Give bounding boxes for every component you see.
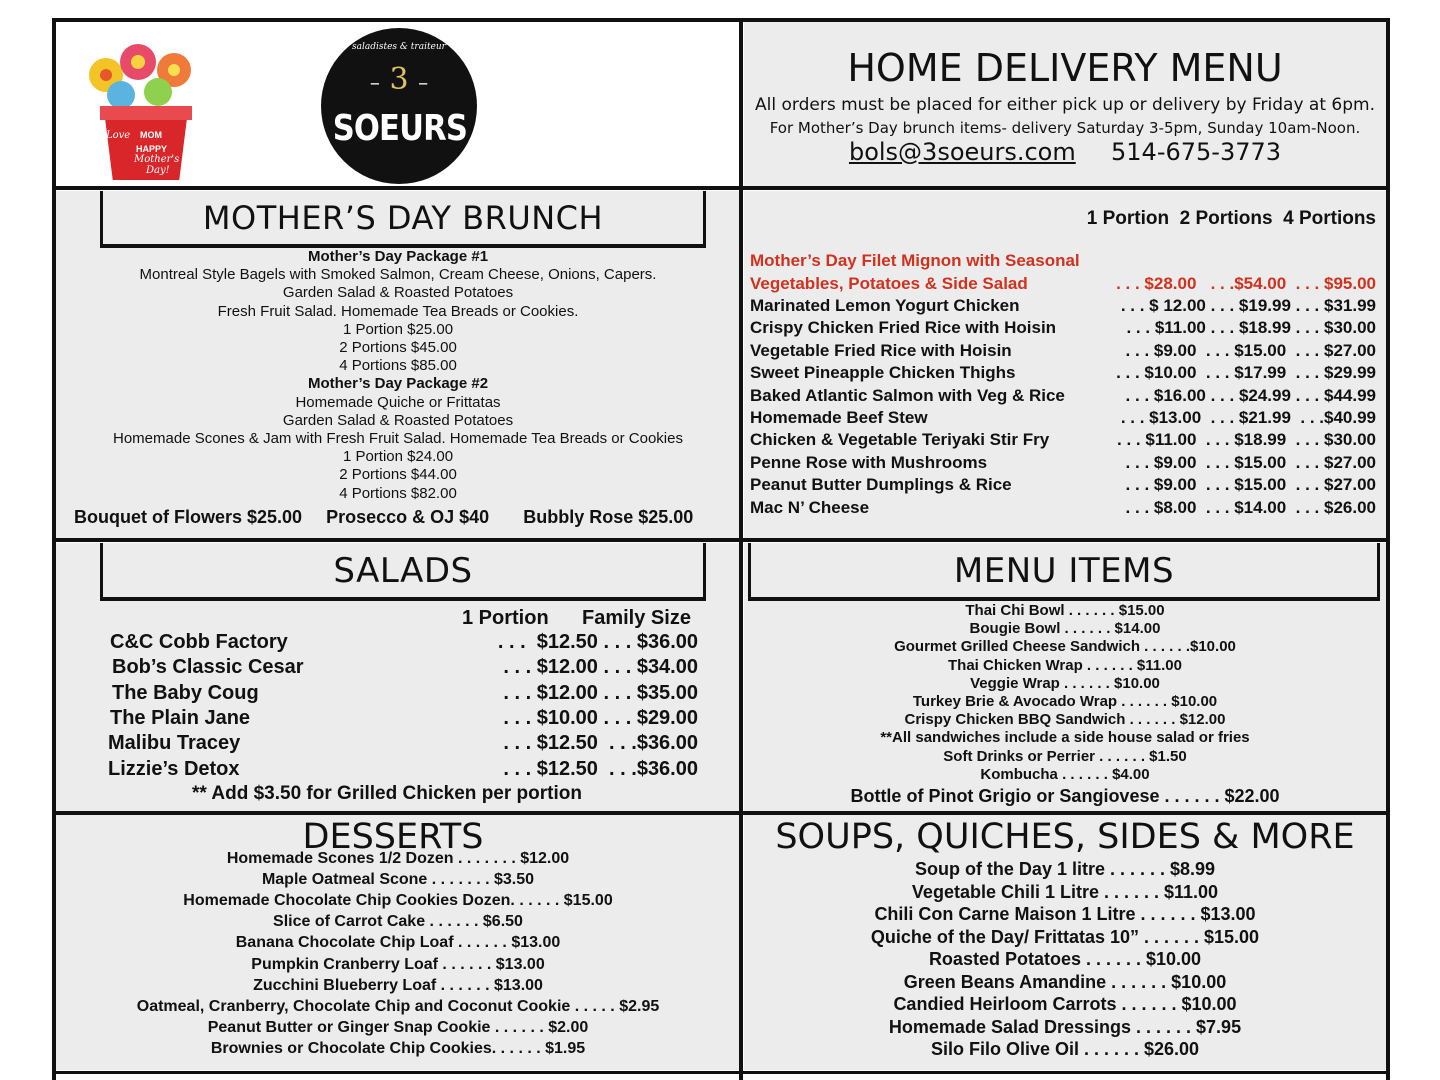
brunch-line: 2 Portions $44.00 — [339, 466, 457, 484]
salad-row — [56, 758, 740, 783]
brunch-cell — [56, 191, 740, 539]
dessert-line: Maple Oatmeal Scone . . . . . . . $3.50 — [261, 871, 535, 889]
main-dish-name: Chicken & Vegetable Teriyaki Stir Fry — [750, 430, 1050, 450]
menu-items-cell — [744, 543, 1386, 811]
main-dish-row — [744, 296, 1386, 318]
menu-item-line: Bougie Bowl . . . . . . $14.00 — [969, 620, 1161, 638]
dessert-line: Peanut Butter or Ginger Snap Cookie . . . . . . $2.00 — [207, 1018, 589, 1036]
main-dish-prices: . . . $11.00 . . . $18.99 . . . $30.00 — [1126, 318, 1376, 338]
salad-row — [56, 631, 740, 656]
logo-number-3: 3 — [389, 62, 409, 97]
feature-line-2: Vegetables, Potatoes & Side Salad — [750, 274, 1028, 293]
main-dish-name: Peanut Butter Dumplings & Rice — [750, 475, 1012, 495]
soup-side-line: Roasted Potatoes . . . . . . $10.00 — [928, 949, 1202, 969]
divider-row-3 — [52, 811, 1390, 815]
logo-cell — [56, 22, 740, 187]
main-dish-prices: . . . $9.00 . . . $15.00 . . . $27.00 — [1125, 340, 1376, 360]
soup-side-line: Homemade Salad Dressings . . . . . . $7.95 — [888, 1016, 1242, 1037]
brunch-line: 4 Portions $85.00 — [339, 357, 457, 375]
brunch-line: Montreal Style Bagels with Smoked Salmon, Cream Cheese, Onions, Capers. — [139, 266, 657, 284]
main-dish-name: Baked Atlantic Salmon with Veg & Rice — [750, 385, 1065, 405]
main-dish-name: Marinated Lemon Yogurt Chicken — [750, 296, 1020, 315]
divider-row-1 — [52, 186, 1390, 190]
salads-cell — [56, 543, 740, 811]
soup-side-line: Quiche of the Day/ Frittatas 10” . . . . . . $15.00 — [870, 926, 1260, 947]
graphic-text-day: Day! — [146, 165, 170, 176]
main-dish-row — [744, 453, 1386, 475]
header-4-portions: 4 Portions — [1283, 208, 1376, 229]
brunch-extras — [74, 507, 693, 528]
bubbly-rose-item: Bubbly Rose $25.00 — [523, 507, 694, 527]
salads-title: SALADS — [100, 543, 706, 601]
salad-name: Lizzie’s Detox — [108, 757, 240, 780]
page-title: HOME DELIVERY MENU — [847, 46, 1283, 90]
main-dish-row — [744, 475, 1386, 497]
main-dish-row — [744, 408, 1386, 430]
desserts-title: DESSERTS — [302, 817, 484, 857]
main-dish-row — [744, 363, 1386, 385]
grilled-chicken-note: ** Add $3.50 for Grilled Chicken per portion — [192, 783, 582, 804]
menu-item-line: Veggie Wrap . . . . . . $10.00 — [970, 674, 1160, 692]
brunch-line: Garden Salad & Roasted Potatoes — [282, 284, 514, 302]
salad-header-family: Family Size — [582, 607, 691, 629]
main-dish-name: Sweet Pineapple Chicken Thighs — [750, 363, 1016, 383]
salad-prices: . . . $12.50 . . . $36.00 — [497, 631, 698, 653]
soup-side-line: Candied Heirloom Carrots . . . . . . $10.00 — [893, 994, 1237, 1014]
wine-bottle-item: Bottle of Pinot Grigio or Sangiovese . . . . . . $22.00 — [850, 786, 1280, 806]
brunch-delivery-text: For Mother’s Day brunch items- delivery Saturday 3-5pm, Sunday 10am-Noon. — [769, 119, 1361, 137]
soup-side-line: Silo Filo Olive Oil . . . . . . $26.00 — [930, 1039, 1200, 1059]
menu-item-line: Turkey Brie & Avocado Wrap . . . . . . $10.00 — [912, 693, 1218, 710]
main-dish-prices: . . . $9.00 . . . $15.00 . . . $27.00 — [1125, 452, 1376, 472]
dessert-line: Pumpkin Cranberry Loaf . . . . . . $13.00 — [251, 955, 545, 973]
phone-number: 514-675-3773 — [1111, 138, 1282, 166]
graphic-text-mothers: Mother's — [134, 154, 180, 165]
header-2-portions: 2 Portions — [1179, 208, 1273, 229]
main-dish-prices: . . . $13.00 . . . $21.99 . . .$40.99 — [1120, 408, 1376, 427]
portion-headers — [1087, 208, 1376, 230]
salad-prices: . . . $12.00 . . . $35.00 — [503, 681, 698, 704]
main-dish-prices: . . . $16.00 . . . $24.99 . . . $44.99 — [1125, 385, 1376, 405]
divider-row-2 — [52, 538, 1390, 542]
main-dish-prices: . . . $11.00 . . . $18.99 . . . $30.00 — [1117, 430, 1376, 450]
brunch-package-heading: Mother’s Day Package #2 — [307, 375, 489, 393]
dessert-line: Banana Chocolate Chip Loaf . . . . . . $13.00 — [235, 934, 561, 952]
menu-item-line: Gourmet Grilled Cheese Sandwich . . . . . .$10.00 — [894, 638, 1236, 656]
mains-cell — [744, 191, 1386, 539]
menu-item-line: Thai Chicken Wrap . . . . . . $11.00 — [948, 656, 1182, 674]
main-dish-prices: . . . $ 12.00 . . . $19.99 . . . $31.99 — [1120, 296, 1376, 315]
dessert-line: Homemade Chocolate Chip Cookies Dozen. . . . . . $15.00 — [183, 892, 613, 910]
salad-header-1-portion: 1 Portion — [462, 607, 549, 629]
header-1-portion: 1 Portion — [1086, 208, 1170, 229]
brunch-line: 1 Portion $24.00 — [342, 448, 454, 466]
main-dish-row — [744, 430, 1386, 452]
menu-item-line: Soft Drinks or Perrier . . . . . . $1.50 — [943, 747, 1187, 765]
soups-title: SOUPS, QUICHES, SIDES & MORE — [775, 817, 1355, 857]
dessert-line: Homemade Scones 1/2 Dozen . . . . . . . $12.00 — [226, 850, 570, 867]
salad-row — [56, 732, 740, 757]
order-deadline-text: All orders must be placed for either pick up or delivery by Friday at 6pm. — [755, 95, 1375, 115]
main-dish-name: Mac N’ Cheese — [750, 497, 870, 517]
main-dish-prices: . . . $10.00 . . . $17.99 . . . $29.99 — [1116, 363, 1376, 383]
salad-prices: . . . $10.00 . . . $29.00 — [503, 706, 698, 729]
brunch-line: Garden Salad & Roasted Potatoes — [282, 411, 514, 429]
logo-name: SOEURS — [332, 108, 468, 149]
salad-prices: . . . $12.00 . . . $34.00 — [503, 656, 698, 679]
graphic-text-happy: HAPPY — [136, 144, 168, 154]
main-dish-row — [744, 386, 1386, 408]
brunch-line: 4 Portions $82.00 — [339, 484, 457, 502]
logo-dash-right: – — [418, 70, 429, 94]
brunch-title: MOTHER’S DAY BRUNCH — [100, 191, 706, 248]
dessert-line: Zucchini Blueberry Loaf . . . . . . $13.00 — [253, 976, 543, 994]
logo-number — [321, 62, 477, 97]
brunch-line: 2 Portions $45.00 — [339, 339, 457, 356]
brunch-line: Homemade Scones & Jam with Fresh Fruit Salad. Homemade Tea Breads or Cookies — [113, 430, 683, 447]
main-dish-name: Homemade Beef Stew — [750, 408, 928, 427]
menu-item-line: Kombucha . . . . . . $4.00 — [980, 765, 1150, 783]
dessert-line: Slice of Carrot Cake . . . . . . $6.50 — [273, 913, 523, 931]
feature-line-1: Mother’s Day Filet Mignon with Seasonal — [750, 251, 1080, 270]
brunch-line: 1 Portion $25.00 — [342, 320, 454, 338]
dessert-line: Brownies or Chocolate Chip Cookies. . . . . . $1.95 — [210, 1039, 586, 1057]
salad-name: The Plain Jane — [110, 706, 251, 729]
main-dish-row — [744, 318, 1386, 340]
main-dish-name: Crispy Chicken Fried Rice with Hoisin — [750, 318, 1057, 338]
soup-side-line: Vegetable Chili 1 Litre . . . . . . $11.00 — [911, 881, 1219, 902]
main-dish-name: Vegetable Fried Rice with Hoisin — [750, 340, 1012, 360]
main-dish-prices: . . . $9.00 . . . $15.00 . . . $27.00 — [1125, 475, 1376, 495]
graphic-text-love: Love — [106, 130, 131, 141]
main-dish-row — [744, 498, 1386, 520]
divider-row-4 — [52, 1071, 1390, 1074]
brand-logo — [321, 28, 477, 184]
soup-side-line: Soup of the Day 1 litre . . . . . . $8.99 — [914, 859, 1216, 879]
salad-row — [56, 656, 740, 681]
bouquet-flowers-item: Bouquet of Flowers $25.00 — [74, 507, 303, 527]
feature-prices: . . . $28.00 . . .$54.00 . . . $95.00 — [1116, 274, 1376, 293]
main-dish-prices: . . . $8.00 . . . $14.00 . . . $26.00 — [1125, 497, 1376, 517]
header-cell — [744, 22, 1386, 187]
contact-line — [744, 138, 1386, 166]
salad-name: C&C Cobb Factory — [110, 631, 288, 653]
center-divider — [739, 18, 743, 1080]
menu-item-line: **All sandwiches include a side house salad or fries — [880, 729, 1250, 747]
dessert-line: Oatmeal, Cranberry, Chocolate Chip and Coconut Cookie . . . . . $2.95 — [136, 997, 660, 1015]
desserts-cell — [56, 815, 740, 1070]
mothers-day-graphic — [76, 40, 216, 180]
email-link[interactable]: bols@3soeurs.com — [848, 138, 1076, 166]
soup-side-line: Chili Con Carne Maison 1 Litre . . . . . . $13.00 — [874, 904, 1256, 924]
main-dish-name: Penne Rose with Mushrooms — [750, 452, 988, 472]
brunch-package-heading: Mother’s Day Package #1 — [307, 248, 489, 265]
salad-row — [56, 682, 740, 707]
prosecco-oj-item: Prosecco & OJ $40 — [326, 507, 490, 527]
brunch-line: Homemade Quiche or Frittatas — [295, 393, 501, 411]
menu-item-line: Crispy Chicken BBQ Sandwich . . . . . . $12.00 — [904, 711, 1226, 729]
salad-name: Malibu Tracey — [108, 732, 241, 755]
soups-cell — [744, 815, 1386, 1070]
menu-item-line: Thai Chi Bowl . . . . . . $15.00 — [965, 602, 1165, 619]
graphic-text-mom: MOM — [140, 130, 162, 140]
logo-arc-text: saladistes & traiteur — [352, 42, 446, 52]
soup-side-line: Green Beans Amandine . . . . . . $10.00 — [903, 971, 1227, 992]
salad-prices: . . . $12.50 . . .$36.00 — [503, 757, 698, 780]
menu-items-title: MENU ITEMS — [748, 543, 1380, 601]
logo-dash-left: – — [369, 70, 380, 94]
salad-row — [56, 707, 740, 732]
brunch-line: Fresh Fruit Salad. Homemade Tea Breads or Cookies. — [217, 302, 579, 320]
salad-name: The Baby Coug — [112, 681, 259, 704]
salad-name: Bob’s Classic Cesar — [112, 656, 304, 679]
main-dish-row — [744, 341, 1386, 363]
salad-prices: . . . $12.50 . . .$36.00 — [503, 732, 698, 755]
